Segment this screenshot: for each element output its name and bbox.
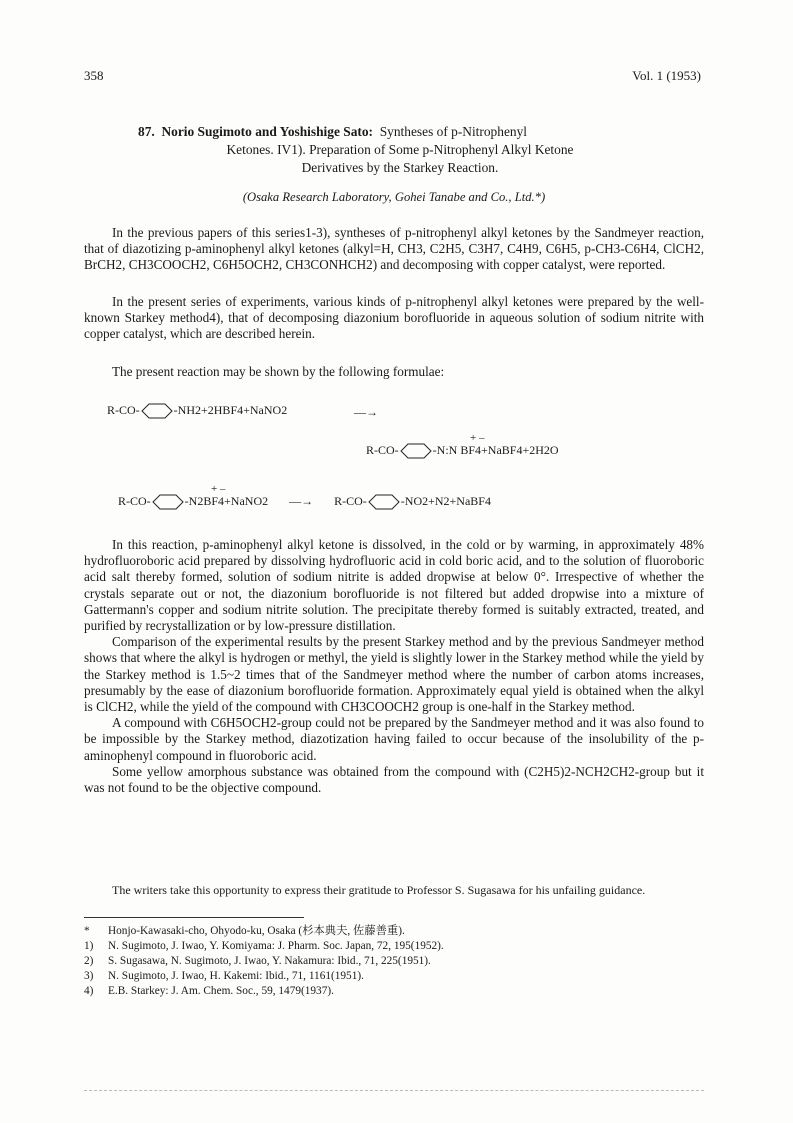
footnote-text: N. Sugimoto, J. Iwao, Y. Komiyama: J. Pharm. Soc. Japan, 72, 195(1952).	[108, 940, 444, 952]
benzene-ring-icon	[151, 494, 185, 510]
acknowledgement: The writers take this opportunity to express their gratitude to Professor S. Sugasawa for his unfailing guidance.	[112, 883, 646, 897]
footnote-text: E.B. Starkey: J. Am. Chem. Soc., 59, 1479(1937).	[108, 985, 334, 997]
footnote-1	[84, 939, 704, 954]
equation-2	[366, 443, 559, 459]
footnote-star	[84, 924, 704, 939]
eq3-mid: -N2BF4+NaNO2	[184, 494, 269, 508]
equation-3	[118, 494, 491, 510]
footnote-2	[84, 954, 704, 969]
article-authors: Norio Sugimoto and Yoshishige Sato:	[161, 124, 374, 139]
eq2-charges: + –	[470, 432, 485, 444]
page-number: 358	[84, 68, 104, 83]
footnote-mark: *	[84, 925, 90, 937]
paragraph-6: A compound with C6H5OCH2-group could not be prepared by the Sandmeyer method and it was also found to be impossible by the Starkey method, diazotization having failed to occur because of the insolubility of the p-aminophenyl compound in fluoroboric acid.	[84, 715, 704, 763]
title-line-3: Derivatives by the Starkey Reaction.	[301, 160, 499, 175]
title-line-1: Syntheses of p-Nitrophenyl	[379, 124, 527, 139]
footnote-text: Honjo-Kawasaki-cho, Ohyodo-ku, Osaka (杉本典夫, 佐藤善重).	[108, 925, 405, 937]
benzene-ring-icon	[140, 403, 174, 419]
eq2-left: R-CO-	[366, 443, 399, 457]
footnote-divider	[84, 917, 304, 918]
footnote-text: N. Sugimoto, J. Iwao, H. Kakemi: Ibid., 71, 1161(1951).	[108, 970, 364, 982]
paragraph-2: In the present series of experiments, various kinds of p-nitrophenyl alkyl ketones were prepared by the well-known Starkey method4), that of decomposing diazonium borofluoride in aqueous solution of sodium nitrite with copper catalyst, which are described herein.	[84, 294, 704, 342]
benzene-ring-icon	[367, 494, 401, 510]
paragraph-3: The present reaction may be shown by the following formulae:	[112, 364, 445, 379]
title-line-2: Ketones. IV1). Preparation of Some p-Nitrophenyl Alkyl Ketone	[226, 142, 574, 157]
article-title	[110, 123, 690, 177]
eq3-arrow: —→	[289, 494, 314, 508]
paragraph-7: Some yellow amorphous substance was obtained from the compound with (C2H5)2-NCH2CH2-group but it was not found to be the objective compound.	[84, 763, 704, 796]
paragraph-4: In this reaction, p-aminophenyl alkyl ketone is dissolved, in the cold or by warming, in approximately 48% hydrofluoroboric acid prepared by dissolving hydrofluoric acid in cold boric acid, and to the solution of fluoroboric acid salt thereby formed, solution of sodium nitrite is added dropwise at below 0°. Irrespective of whether the crystals separate out or not, the diazonium borofluoride is not filtered but added dropwise into a mixture of Gattermann's copper and sodium nitrite solution. The precipitate thereby formed is suitably extracted, treated, and purified by recrystallization or by low-pressure distillation.	[84, 537, 704, 634]
benzene-ring-icon	[399, 443, 433, 459]
footnote-mark: 4)	[84, 985, 94, 997]
footnote-mark: 2)	[84, 955, 94, 967]
article-number: 87.	[138, 124, 155, 139]
eq1-right: -NH2+2HBF4+NaNO2	[173, 403, 288, 417]
eq3-prod-right: -NO2+N2+NaBF4	[400, 494, 491, 508]
eq1-left: R-CO-	[107, 403, 140, 417]
footnote-3	[84, 969, 704, 984]
volume-label: Vol. 1 (1953)	[632, 68, 701, 83]
footnote-mark: 3)	[84, 970, 94, 982]
eq2-right: -N:N BF4+NaBF4+2H2O	[432, 443, 559, 457]
equation-1	[107, 403, 287, 419]
eq3-charges: + –	[211, 483, 226, 495]
footnote-mark: 1)	[84, 940, 94, 952]
affiliation: (Osaka Research Laboratory, Gohei Tanabe and Co., Ltd.*)	[242, 190, 546, 204]
footnote-text: S. Sugasawa, N. Sugimoto, J. Iwao, Y. Nakamura: Ibid., 71, 225(1951).	[108, 955, 431, 967]
eq1-arrow: —→	[354, 405, 378, 419]
paragraph-5: Comparison of the experimental results by the present Starkey method and by the previous Sandmeyer method shows that where the alkyl is hydrogen or methyl, the yield is slightly lower in the Starkey method while the yield by the Starkey method is 1.5~2 times that of the Sandmeyer method where the number of carbon atoms increases, presumably by the ease of diazonium borofluoride formation. Approximately equal yield is obtained when the alkyl is ClCH2, while the yield of the compound with CH3COOCH2 group is one-half in the Starkey method.	[84, 634, 704, 715]
eq3-left: R-CO-	[118, 494, 151, 508]
eq3-prod-left: R-CO-	[334, 494, 367, 508]
paragraph-1: In the previous papers of this series1-3), syntheses of p-nitrophenyl alkyl ketones by the Sandmeyer reaction, that of diazotizing p-aminophenyl alkyl ketones (alkyl=H, CH3, C2H5, C3H7, C4H9, C6H5, p-CH3-C6H4, ClCH2, BrCH2, CH3COOCH2, C6H5OCH2, CH3CONHCH2) and decomposing with copper catalyst, were reported.	[84, 225, 704, 273]
footnote-4	[84, 984, 704, 999]
page-bottom-rule	[84, 1090, 704, 1091]
